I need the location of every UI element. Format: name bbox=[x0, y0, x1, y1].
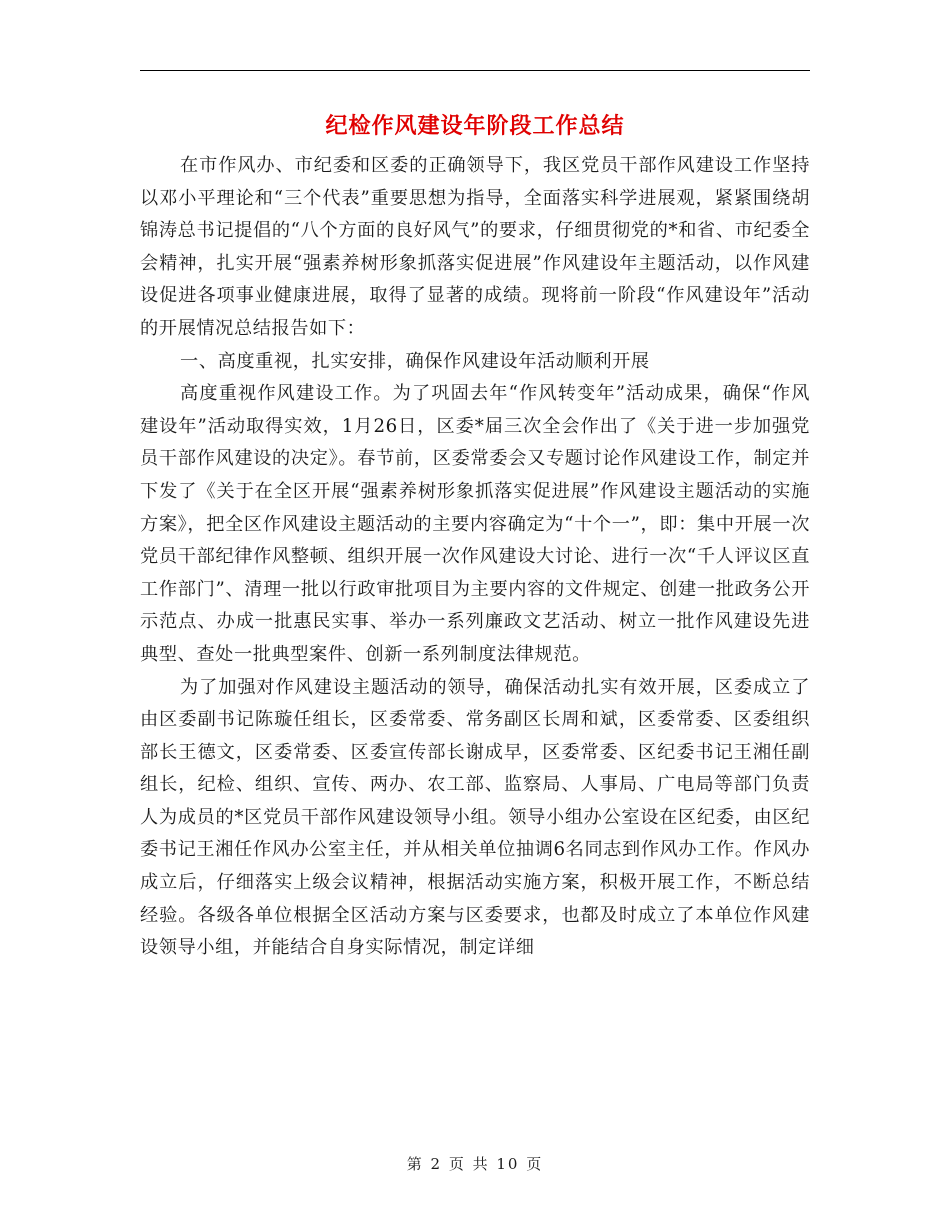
paragraph-intro: 在市作风办、市纪委和区委的正确领导下，我区党员干部作风建设工作坚持以邓小平理论和“三个代表”重要思想为指导，全面落实科学进展观，紧紧围绕胡锦涛总书记提倡的“八个方面的良好风气”的要求，仔细贯彻党的*和省、市纪委全会精神，扎实开展“强素养树形象抓落实促进展”作风建设年主题活动，以作风建设促进各项事业健康进展，取得了显著的成绩。现将前一阶段“作风建设年”活动的开展情况总结报告如下： bbox=[140, 155, 810, 339]
header-rule bbox=[140, 70, 810, 71]
document-title: 纪检作风建设年阶段工作总结 bbox=[325, 113, 625, 139]
page-footer: 第 2 页 共 10 页 bbox=[406, 1155, 544, 1173]
paragraph-leadership: 为了加强对作风建设主题活动的领导，确保活动扎实有效开展，区委成立了由区委副书记陈璇任组长，区委常委、常务副区长周和斌，区委常委、区委组织部长王德文，区委常委、区委宣传部长谢成早，区委常委、区纪委书记王湘任副组长，纪检、组织、宣传、两办、农工部、监察局、人事局、广电局等部门负责人为成员的*区党员干部作风建设领导小组。领导小组办公室设在区纪委，由区纪委书记王湘任作风办公室主任，并从相关单位抽调6名同志到作风办工作。作风办成立后，仔细落实上级会议精神，根据活动实施方案，积极开展工作，不断总结经验。各级各单位根据全区活动方案与区委要求，也都及时成立了本单位作风建设领导小组，并能结合自身实际情况，制定详细 bbox=[140, 676, 810, 959]
document-body bbox=[140, 150, 810, 965]
paragraph-importance: 高度重视作风建设工作。为了巩固去年“作风转变年”活动成果，确保“作风建设年”活动取得实效，1月26日，区委*届三次全会作出了《关于进一步加强党员干部作风建设的决定》。春节前，区委常委会又专题讨论作风建设工作，制定并下发了《关于在全区开展“强素养树形象抓落实促进展”作风建设主题活动的实施方案》，把全区作风建设主题活动的主要内容确定为“十个一”，即：集中开展一次党员干部纪律作风整顿、组织开展一次作风建设大讨论、进行一次“千人评议区直工作部门”、清理一批以行政审批项目为主要内容的文件规定、创建一批政务公开示范点、办成一批惠民实事、举办一系列廉政文艺活动、树立一批作风建设先进典型、查处一批典型案件、创新一系列制度法律规范。 bbox=[140, 383, 810, 665]
section-heading-1: 一、高度重视，扎实安排，确保作风建设年活动顺利开展 bbox=[180, 350, 650, 372]
